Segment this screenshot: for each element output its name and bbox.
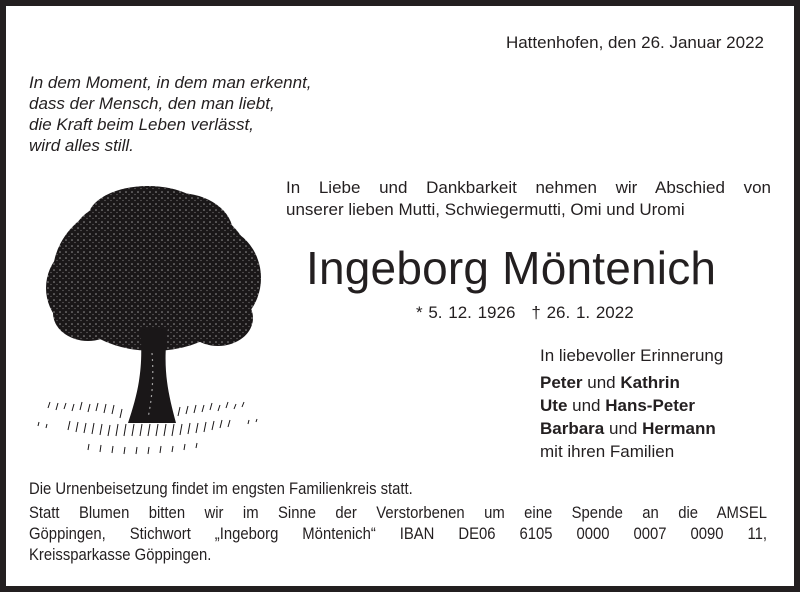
poem-line: dass der Mensch, den man liebt, [29, 94, 275, 113]
place-date: Hattenhofen, den 26. Januar 2022 [505, 33, 764, 52]
mourner-pair [540, 417, 723, 440]
deceased-name: Ingeborg Möntenich [306, 242, 717, 294]
intro-line: In Liebe und Dankbarkeit nehmen wir Abschied von [286, 178, 771, 197]
mourners-block [540, 344, 723, 463]
mourner-name: Kathrin [620, 373, 680, 392]
mourner-pair [540, 371, 723, 394]
mourner-name: Hermann [642, 419, 716, 438]
mourners-closing: mit ihren Familien [540, 442, 675, 461]
poem-line: die Kraft beim Leben verlässt, [29, 115, 254, 134]
intro-line: unserer lieben Mutti, Schwiegermutti, Omi und Uromi [286, 200, 685, 219]
conjunction: und [567, 396, 606, 415]
donation-notice [29, 503, 767, 566]
mourner-name: Barbara [540, 419, 605, 438]
poem-line: wird alles still. [29, 136, 134, 155]
donation-line: Göppingen, Stichwort „Ingeborg Möntenich“ IBAN DE06 6105 0000 0007 0090 11, [29, 525, 767, 543]
conjunction: und [582, 373, 621, 392]
obituary-card [6, 6, 794, 586]
donation-line: Kreissparkasse Göppingen. [29, 546, 212, 564]
conjunction: und [604, 419, 643, 438]
poem [29, 72, 312, 156]
life-dates [416, 303, 634, 323]
mourner-name: Peter [540, 373, 583, 392]
burial-notice: Die Urnenbeisetzung findet im engsten Familienkreis statt. [29, 480, 413, 498]
mourner-pair [540, 394, 723, 417]
mourners-heading: In liebevoller Erinnerung [540, 346, 724, 365]
mourner-name: Ute [540, 396, 568, 415]
tree-illustration-icon [28, 178, 273, 478]
birth-date: * 5. 12. 1926 [416, 303, 516, 322]
donation-line: Statt Blumen bitten wir im Sinne der Verstorbenen um eine Spende an die AMSEL [29, 504, 767, 522]
poem-line: In dem Moment, in dem man erkennt, [29, 73, 312, 92]
mourner-name: Hans-Peter [605, 396, 695, 415]
death-date: † 26. 1. 2022 [531, 303, 634, 322]
intro-text [286, 177, 771, 221]
